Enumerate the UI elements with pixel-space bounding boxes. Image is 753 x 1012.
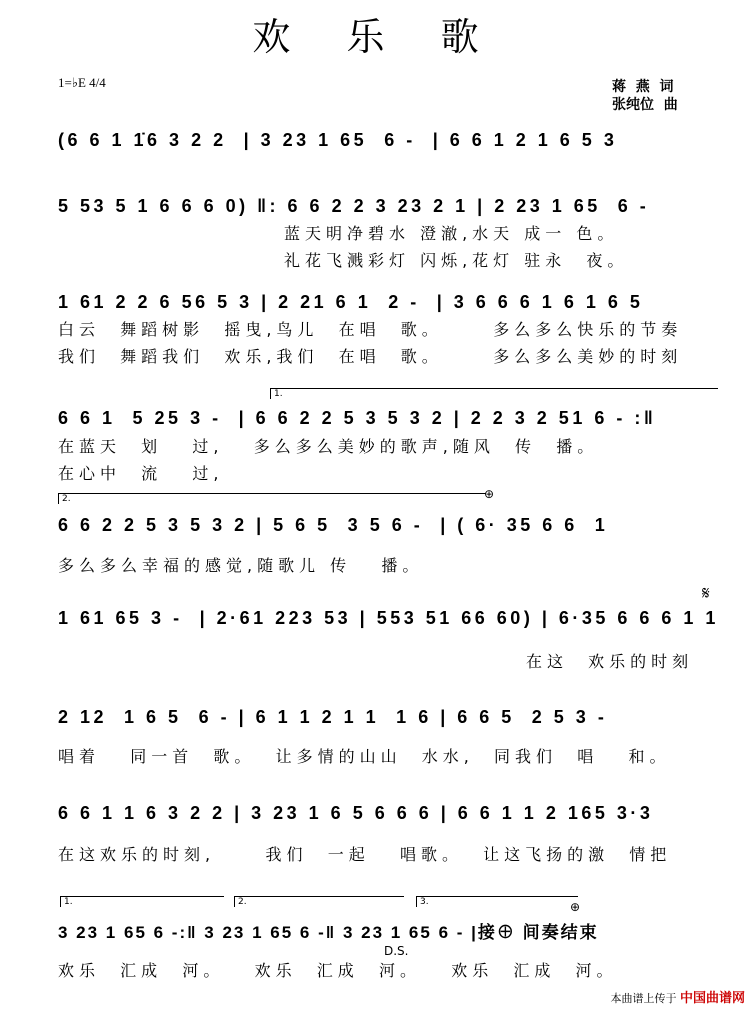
ds-mark: D.S. <box>384 944 409 958</box>
lyric-verse-2: 在心中 流 过, <box>58 464 224 483</box>
volta-1: 1. <box>270 388 718 399</box>
coda-mark: ⊕ <box>570 900 581 914</box>
composer: 张纯位 曲 <box>612 97 678 113</box>
notation-line: 3 23 1 65 6 -:‖ 3 23 1 65 6 -‖ 3 23 1 65 6 - |接⊕ 间奏结束 <box>58 923 599 942</box>
segno-mark: 𝄋 <box>702 583 710 604</box>
lyric-verse-1: 欢乐 汇成 河。 欢乐 汇成 河。 欢乐 汇成 河。 <box>58 961 618 980</box>
lyric-verse-1: 多么多么幸福的感觉,随歌儿 传 播。 <box>58 556 424 575</box>
lyric-verse-1: 在这欢乐的时刻, 我们 一起 唱歌。 让这飞扬的激 情把 <box>58 845 672 864</box>
lyric-verse-1: 白云 舞蹈树影 摇曳,鸟儿 在唱 歌。 多么多么快乐的节奏 <box>58 320 683 339</box>
volta-2: 2. <box>58 493 486 504</box>
notation-line: 2 12 1 6 5 6 - | 6 1 1 2 1 1 1 6 | 6 6 5 2 5 3 - <box>58 707 608 727</box>
notation-line: 6 6 1 1 6 3 2 2 | 3 23 1 6 5 6 6 6 | 6 6 1 1 2 165 3·3 <box>58 803 654 823</box>
lyric-verse-2: 礼花飞溅彩灯 闪烁,花灯 驻永 夜。 <box>284 251 629 270</box>
credits <box>612 78 678 114</box>
lyric-verse-2: 我们 舞蹈我们 欢乐,我们 在唱 歌。 多么多么美妙的时刻 <box>58 347 683 366</box>
coda-mark: ⊕ <box>484 487 495 501</box>
site-logo[interactable]: 中国曲谱网 <box>679 991 745 1006</box>
volta-3: 3. <box>416 896 578 907</box>
notation-line: 1 61 2 2 6 56 5 3 | 2 21 6 1 2 - | 3 6 6 6 1 6 1 6 5 <box>58 292 644 312</box>
notation-line: 5 53 5 1 6 6 6 0) ‖: 6 6 2 2 3 23 2 1 | 2 23 1 65 6 - <box>58 196 650 216</box>
footer-text: 本曲谱上传于 <box>610 992 677 1005</box>
key-signature: 1=♭E 4/4 <box>58 75 106 90</box>
footer-credit <box>610 987 745 1006</box>
notation-line: 6 6 1 5 25 3 - | 6 6 2 2 5 3 5 3 2 | 2 2 3 2 51 6 - :‖ <box>58 408 657 428</box>
lyric-verse-1: 在蓝天 划 过, 多么多么美妙的歌声,随风 传 播。 <box>58 437 599 456</box>
volta-2: 2. <box>234 896 404 907</box>
lyric-verse-1: 在这 欢乐的时刻 <box>526 652 694 671</box>
lyric-verse-1: 蓝天明净碧水 澄澈,水天 成一 色。 <box>284 224 619 243</box>
notation-line: (6 6 1 1̇6 3 2 2 | 3 23 1 65 6 - | 6 6 1 2 1 6 5 3 <box>58 130 618 150</box>
notation-line: 6 6 2 2 5 3 5 3 2 | 5 6 5 3 5 6 - | ( 6· 35 6 6 1 <box>58 515 609 535</box>
lyricist: 蒋 燕 词 <box>612 79 674 95</box>
volta-1: 1. <box>60 896 224 907</box>
notation-line: 1 61 65 3 - | 2·61 223 53 | 553 51 66 60) | 6·35 6 6 6 1 1 <box>58 608 719 628</box>
song-title: 欢 乐 歌 <box>252 15 501 59</box>
lyric-verse-1: 唱着 同一首 歌。 让多情的山山 水水, 同我们 唱 和。 <box>58 747 671 766</box>
